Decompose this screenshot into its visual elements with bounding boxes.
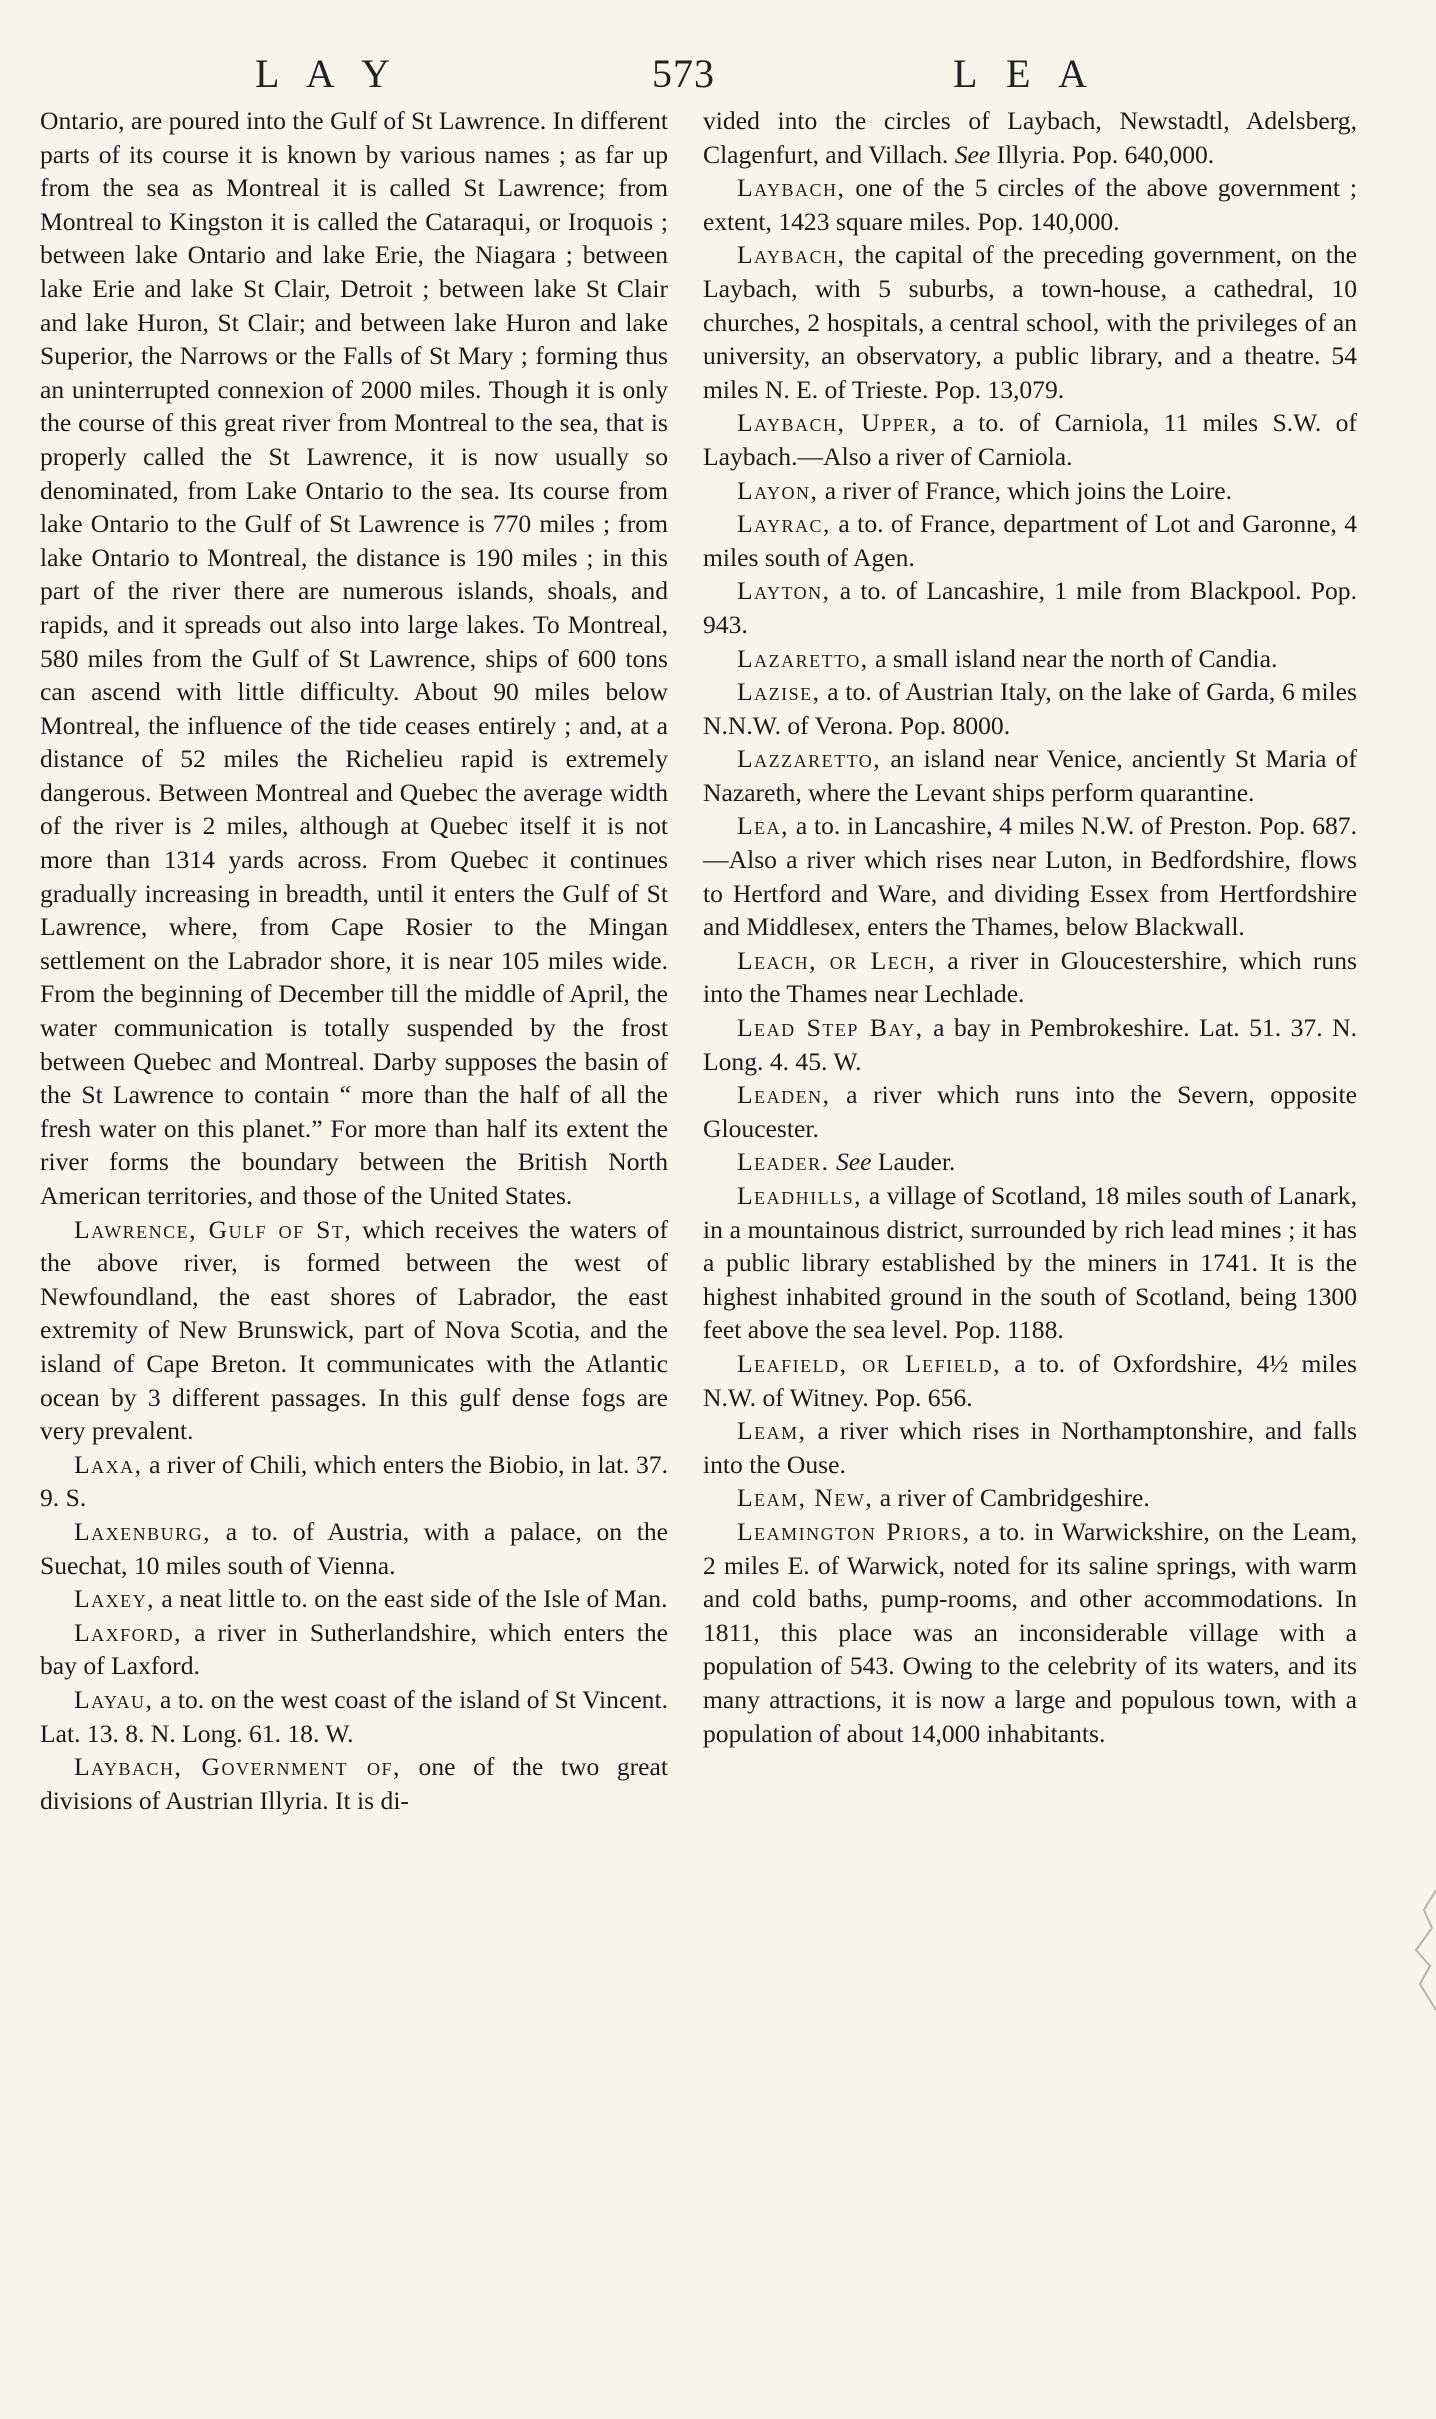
entry-text: a river in Sutherlandshire, which enters the bay of Laxford. xyxy=(40,1617,668,1681)
gazetteer-entry xyxy=(703,574,1357,641)
entry-headword: Leader. xyxy=(737,1147,830,1177)
gazetteer-entry xyxy=(40,1750,668,1817)
entry-text: a village of Scotland, 18 miles south of Lanark, in a mountainous district, surrounded by rich lead mines ; it has a public library established by the miners in 1741. It is the highest inhabited ground in the south of Scotland, being 1300 feet above the sea level. Pop. 1188. xyxy=(703,1181,1357,1345)
entry-headword: Layau, xyxy=(74,1684,154,1714)
entry-text: vided into the circles of Laybach, Newstadtl, Adelsberg, Clagenfurt, and Villach. xyxy=(703,106,1357,169)
gazetteer-entry xyxy=(703,406,1357,473)
entry-text: one of the 5 circles of the above government ; extent, 1423 square miles. Pop. 140,000. xyxy=(703,173,1357,236)
continued-text xyxy=(703,104,1357,171)
entry-text: a to. of Lancashire, 1 mile from Blackpool. Pop. 943. xyxy=(703,576,1357,639)
left-column xyxy=(40,104,668,1817)
gazetteer-entry xyxy=(703,944,1357,1011)
entry-headword: Laybach, Upper, xyxy=(737,408,939,438)
entry-headword: Laxenburg, xyxy=(74,1516,212,1546)
entry-text: a river of Chili, which enters the Biobio, in lat. 37. 9. S. xyxy=(40,1449,668,1513)
gazetteer-entry xyxy=(40,1213,668,1448)
entry-headword: Laybach, xyxy=(737,240,846,270)
entry-text: a river which rises in Northamptonshire, and falls into the Ouse. xyxy=(703,1416,1357,1479)
gazetteer-entry xyxy=(703,1145,1357,1179)
page-edge-mark xyxy=(1396,1880,1436,2040)
gazetteer-entry xyxy=(703,1414,1357,1481)
entry-headword: Layton, xyxy=(737,576,831,606)
entry-text: a river of France, which joins the Loire. xyxy=(818,475,1233,505)
entry-text: a to. of Carniola, 11 miles S.W. of Laybach.—Also a river of Carniola. xyxy=(703,408,1357,471)
gazetteer-entry xyxy=(703,1347,1357,1414)
gazetteer-entry xyxy=(703,171,1357,238)
entry-headword: Lea, xyxy=(737,811,790,841)
entry-headword: Layon, xyxy=(737,475,819,505)
entry-headword: Leadhills, xyxy=(737,1181,863,1210)
entry-text: an island near Venice, anciently St Maria of Nazareth, where the Levant ships perform quarantine. xyxy=(703,744,1357,807)
entry-headword: Lawrence, Gulf of St, xyxy=(74,1214,353,1244)
gazetteer-entry xyxy=(40,1616,668,1683)
gazetteer-entry xyxy=(703,742,1357,809)
entry-text: a bay in Pembrokeshire. Lat. 51. 37. N. Long. 4. 45. W. xyxy=(703,1013,1357,1076)
entry-text: a neat little to. on the east side of the Isle of Man. xyxy=(155,1584,668,1614)
entry-text: a to. of Austrian Italy, on the lake of Garda, 6 miles N.N.W. of Verona. Pop. 8000. xyxy=(703,677,1357,740)
entry-headword: Leafield, or Lefield, xyxy=(737,1348,1002,1378)
entry-headword: Laybach, Government of, xyxy=(74,1752,401,1782)
entry-text: a river which runs into the Severn, opposite Gloucester. xyxy=(703,1080,1357,1143)
entry-text: a to. of Oxfordshire, 4½ miles N.W. of Witney. Pop. 656. xyxy=(703,1348,1358,1412)
entry-text: the capital of the preceding government, on the Laybach, with 5 suburbs, a town-house, a cathedral, 10 churches, 2 hospitals, a central school, with the privileges of an university, an observatory, a public library, and a theatre. 54 miles N. E. of Trieste. Pop. 13,079. xyxy=(703,240,1357,404)
entry-text: a river of Cambridgeshire. xyxy=(873,1483,1150,1513)
cross-reference-see: See xyxy=(954,139,991,169)
gazetteer-entry xyxy=(703,809,1357,943)
entry-headword: Lazzaretto, xyxy=(737,744,882,774)
entry-headword: Leamington Priors, xyxy=(737,1516,971,1546)
gazetteer-entry xyxy=(703,238,1357,406)
entry-headword: Layrac, xyxy=(737,509,831,539)
entry-headword: Leach, or Lech, xyxy=(737,945,937,975)
right-column xyxy=(703,104,1357,1750)
entry-headword: Laxford, xyxy=(74,1617,183,1647)
entry-text: a to. in Lancashire, 4 miles N.W. of Preston. Pop. 687.—Also a river which rises near Luton, in Bedfordshire, flows to Hertford and Ware, and dividing Essex from Hertfordshire and Middlesex, enters the Thames, below Blackwall. xyxy=(703,811,1357,942)
entry-headword: Lazaretto, xyxy=(737,643,869,673)
entry-headword: Laxa, xyxy=(74,1449,143,1479)
gazetteer-entry xyxy=(703,1179,1357,1347)
continued-text xyxy=(40,104,668,1213)
gazetteer-entry xyxy=(703,474,1357,508)
gazetteer-entry xyxy=(40,1448,668,1515)
entry-text: a to. of France, department of Lot and Garonne, 4 miles south of Agen. xyxy=(703,509,1357,572)
header-left-guide-word: L A Y xyxy=(255,51,400,96)
header-right-guide-word: L E A xyxy=(953,51,1098,96)
entry-text: Ontario, are poured into the Gulf of St Lawrence. In different parts of its course it is known by various names ; as far up from the sea as Montreal it is called St Lawrence; from Montreal to Kingston it is called the Cataraqui, or Iroquois ; between lake Ontario and lake Erie, the Niagara ; between lake Erie and lake St Clair, Detroit ; between lake St Clair and lake Huron, St Clair; and between lake Huron and lake Superior, the Narrows or the Falls of St Mary ; forming thus an uninterrupted connexion of 2000 miles. Though it is only the course of this great river from Montreal to the sea, that is properly called the St Lawrence, it is now usually so denominated, from Lake Ontario to the sea. Its course from lake Ontario to the Gulf of St Lawrence is 770 miles ; from lake Ontario to Montreal, the distance is 190 miles ; in this part of the river there are numerous islands, shoals, and rapids, and it spreads out also into large lakes. To Montreal, 580 miles from the Gulf of St Lawrence, ships of 600 tons can ascend with little difficulty. About 90 miles below Montreal, the influence of the tide ceases entirely ; and, at a distance of 52 miles the Richelieu rapid is extremely dangerous. Between Montreal and Quebec the average width of the river is 2 miles, although at Quebec itself it is not more than 1314 yards across. From Quebec it continues gradually increasing in breadth, until it enters the Gulf of St Lawrence, where, from Cape Rosier to the Mingan settlement on the Labrador shore, it is near 105 miles wide. From the beginning of December till the middle of April, the water communication is totally suspended by the frost between Quebec and Montreal. Darby supposes the basin of the St Lawrence to contain “ more than the half of all the fresh water on this planet.” For more than half its extent the river forms the boundary between the British North American territories, and those of the United States. xyxy=(40,106,668,1210)
entry-text: a to. of Austria, with a palace, on the Suechat, 10 miles south of Vienna. xyxy=(40,1516,668,1580)
entry-text: a small island near the north of Candia. xyxy=(868,643,1278,673)
entry-headword: Leam, New, xyxy=(737,1483,874,1513)
gazetteer-entry xyxy=(703,1011,1357,1078)
entry-headword: Laybach, xyxy=(737,173,846,203)
entry-headword: Lazise, xyxy=(737,677,821,707)
gazetteer-entry xyxy=(40,1582,668,1616)
entry-headword: Leam, xyxy=(737,1416,807,1446)
entry-headword: Leaden, xyxy=(737,1080,831,1110)
entry-text-tail: Illyria. Pop. 640,000. xyxy=(990,139,1215,169)
gazetteer-entry xyxy=(40,1683,668,1750)
gazetteer-entry xyxy=(703,507,1357,574)
page-number: 573 xyxy=(652,51,715,96)
entry-text: a to. in Warwickshire, on the Leam, 2 miles E. of Warwick, noted for its saline springs, with warm and cold baths, pump-rooms, and other accommodations. In 1811, this place was an inconsiderable village with a population of 543. Owing to the celebrity of its waters, and its many attractions, it is now a large and populous town, with a population of about 14,000 inhabitants. xyxy=(703,1516,1358,1748)
gazetteer-entry xyxy=(40,1515,668,1582)
gazetteer-entry xyxy=(703,1481,1357,1515)
gazetteer-entry xyxy=(703,1515,1357,1750)
gazetteer-entry xyxy=(703,642,1357,676)
entry-text: which receives the waters of the above river, is formed between the west of Newfoundland, the east shores of Labrador, the east extremity of New Brunswick, part of Nova Scotia, and the island of Cape Breton. It communicates with the Atlantic ocean by 3 different passages. In this gulf dense fogs are very prevalent. xyxy=(40,1214,668,1446)
entry-headword: Laxey, xyxy=(74,1584,156,1614)
gazetteer-entry xyxy=(703,1078,1357,1145)
entry-text: a to. on the west coast of the island of St Vincent. Lat. 13. 8. N. Long. 61. 18. W. xyxy=(40,1684,668,1748)
entry-text-tail: Lauder. xyxy=(871,1147,956,1177)
entry-text: a river in Gloucestershire, which runs into the Thames near Lechlade. xyxy=(703,945,1357,1009)
cross-reference-see: See xyxy=(835,1147,872,1177)
entry-headword: Lead Step Bay, xyxy=(737,1013,924,1043)
running-head xyxy=(0,50,1436,96)
entry-text: one of the two great divisions of Austrian Illyria. It is di- xyxy=(40,1752,668,1815)
gazetteer-entry xyxy=(703,675,1357,742)
